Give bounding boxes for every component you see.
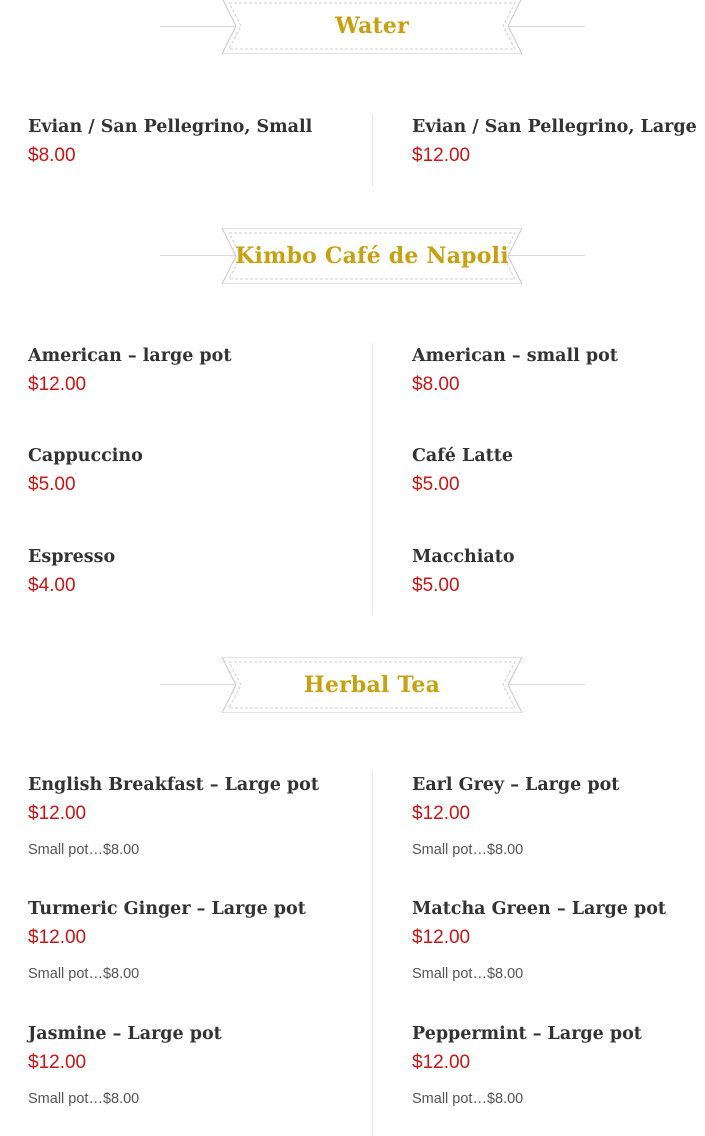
item-note: Small pot…$8.00 — [28, 966, 140, 982]
item-name: Café Latte — [412, 446, 513, 466]
item-name: Jasmine – Large pot — [28, 1024, 222, 1044]
menu-item — [412, 446, 705, 496]
menu-item — [28, 117, 348, 167]
item-price: $8.00 — [412, 374, 460, 395]
column-divider — [372, 114, 373, 186]
item-name: Earl Grey – Large pot — [412, 775, 620, 795]
item-note: Small pot…$8.00 — [28, 842, 140, 858]
menu-item — [28, 547, 348, 597]
menu-item — [412, 346, 705, 396]
item-price: $8.00 — [28, 145, 76, 166]
section-title: Herbal Tea — [303, 672, 441, 698]
item-price: $12.00 — [412, 927, 471, 948]
column-divider — [372, 343, 373, 615]
item-price: $12.00 — [412, 1052, 471, 1073]
item-note: Small pot…$8.00 — [412, 966, 524, 982]
menu-item — [412, 1024, 705, 1107]
item-name: Macchiato — [412, 547, 515, 567]
item-name: Turmeric Ginger – Large pot — [28, 899, 306, 919]
menu-item — [28, 899, 348, 982]
item-note: Small pot…$8.00 — [412, 1091, 524, 1107]
item-price: $12.00 — [412, 145, 471, 166]
item-name: English Breakfast – Large pot — [28, 775, 319, 795]
item-price: $4.00 — [28, 575, 76, 596]
section-title: Kimbo Café de Napoli — [235, 243, 509, 269]
menu-item — [28, 446, 348, 496]
item-name: American – large pot — [28, 346, 232, 366]
item-price: $12.00 — [412, 803, 471, 824]
menu-item — [28, 346, 348, 396]
menu-item — [412, 899, 705, 982]
item-note: Small pot…$8.00 — [412, 842, 524, 858]
item-name: Evian / San Pellegrino, Large — [412, 117, 697, 137]
section-ribbon — [222, 0, 522, 54]
section-title: Water — [335, 13, 409, 39]
menu-item — [28, 775, 348, 858]
item-name: Peppermint – Large pot — [412, 1024, 642, 1044]
menu-item — [412, 117, 705, 167]
menu-item — [28, 1024, 348, 1107]
item-note: Small pot…$8.00 — [28, 1091, 140, 1107]
item-price: $12.00 — [28, 803, 87, 824]
item-name: Evian / San Pellegrino, Small — [28, 117, 313, 137]
item-price: $5.00 — [412, 575, 460, 596]
item-price: $5.00 — [28, 474, 76, 495]
item-name: Espresso — [28, 547, 116, 567]
item-name: Cappuccino — [28, 446, 143, 466]
section-ribbon — [222, 657, 522, 713]
menu-item — [412, 775, 705, 858]
item-price: $5.00 — [412, 474, 460, 495]
menu-item — [412, 547, 705, 597]
item-price: $12.00 — [28, 374, 87, 395]
item-name: Matcha Green – Large pot — [412, 899, 667, 919]
item-price: $12.00 — [28, 927, 87, 948]
column-divider — [372, 772, 373, 1136]
section-ribbon — [222, 228, 522, 284]
item-name: American – small pot — [412, 346, 618, 366]
item-price: $12.00 — [28, 1052, 87, 1073]
